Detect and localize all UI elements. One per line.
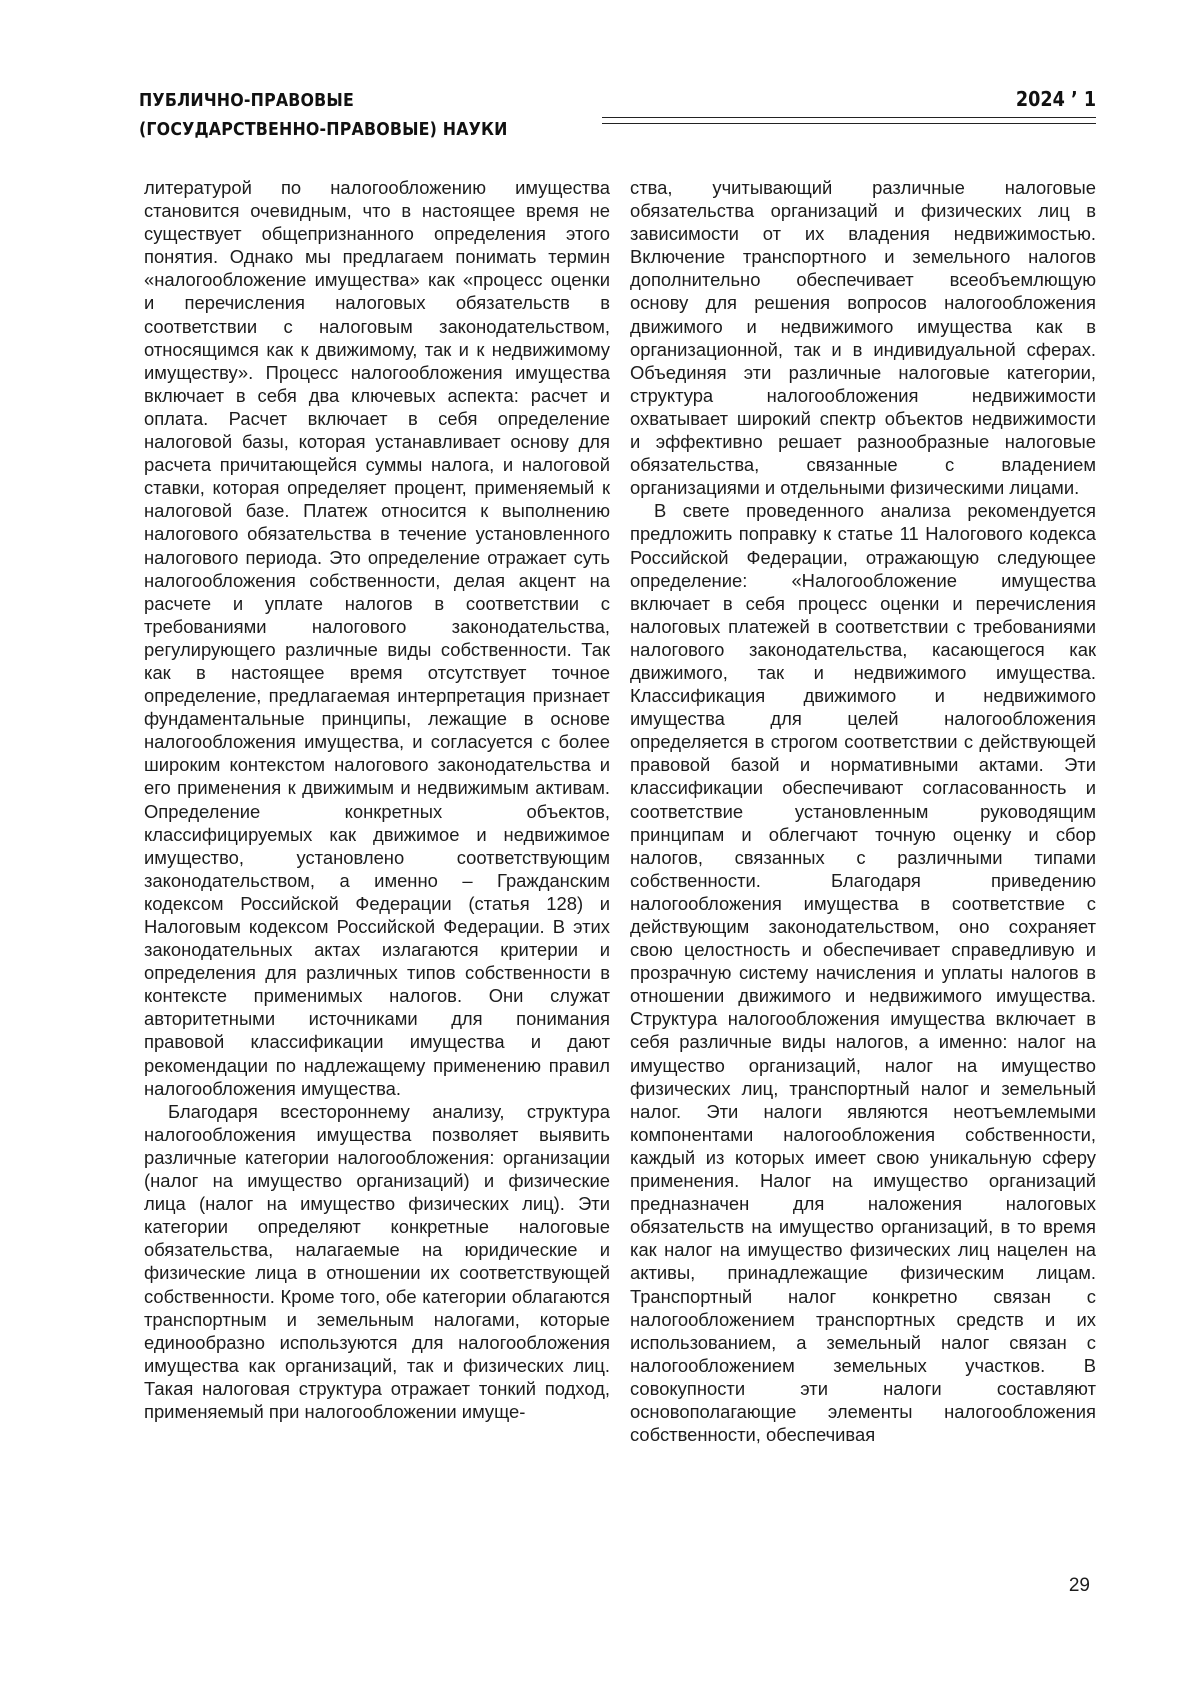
paragraph: Благодаря всестороннему анализу, структура налогообложения имущества позволяет выявить различные категории налогообложения: организации (налог на имущество организаций) и физические лица (налог на имущество физических лиц). Эти категории определяют конкретные налоговые обязательства, налагаемые на юридические и физические лица в отношении их соответствующей собственности. Кроме того, обе категории облагаются транспортным и земельным налогами, которые единообразно используются для налогообложения имущества как организаций, так и физических лиц. Такая налоговая структура отражает тонкий подход, применяемый при налогообложении имуще- — [144, 1100, 610, 1422]
header-rule-top — [602, 117, 1096, 118]
header-rule-bottom — [602, 123, 1096, 124]
right-column — [630, 176, 1096, 1446]
issue-number: 2024 ’ 1 — [1015, 87, 1096, 111]
paragraph: ства, учитывающий различные налоговые обязательства организаций и физических лиц в зависимости от их владения недвижимостью. Включение транспортного и земельного налогов дополнительно обеспечивает всеобъемлющую основу для решения вопросов налогообложения движимого и недвижимого имущества как в организационной, так и в индивидуальной сферах. Объединяя эти различные налоговые категории, структура налогообложения недвижимости охватывает широкий спектр объектов недвижимости и эффективно решает разнообразные налоговые обязательства, связанные с владением организациями и отдельными физическими лицами. — [630, 177, 1096, 499]
section-title-line-1: ПУБЛИЧНО-ПРАВОВЫЕ — [139, 90, 355, 111]
journal-section-title — [139, 86, 508, 144]
left-column — [144, 176, 610, 1423]
paragraph: В свете проведенного анализа рекомендуется предложить поправку к статье 11 Налогового кодекса Российской Федерации, отражающую следующее определение: «Налогообложение имущества включает в себя процесс оценки и перечисления налоговых платежей в соответствии с требованиями налогового законодательства, касающегося как движимого, так и недвижимого имущества. Классификация движимого и недвижимого имущества для целей налогообложения определяется в строгом соответствии с действующей правовой базой и нормативными актами. Эти классификации обеспечивают согласованность и соответствие установленным руководящим принципам и облегчают точную оценку и сбор налогов, связанных с различными типами собственности. Благодаря приведению налогообложения имущества в соответствие с действующим законодательством, оно сохраняет свою целостность и обеспечивает справедливую и прозрачную систему начисления и уплаты налогов в отношении движимого и недвижимого имущества. Структура налогообложения имущества включает в себя различные виды налогов, а именно: налог на имущество организаций, налог на имущество физических лиц, транспортный налог и земельный налог. Эти налоги являются неотъемлемыми компонентами налогообложения собственности, каждый из которых имеет свою уникальную сферу применения. Налог на имущество организаций предназначен для наложения налоговых обязательств на имущество организаций, в то время как налог на имущество физических лиц нацелен на активы, принадлежащие физическим лицам. Транспортный налог конкретно связан с налогообложением транспортных средств и их использованием, а земельный налог связан с налогообложением земельных участков. В совокупности эти налоги составляют основополагающие элементы налогообложения собственности, обеспечивая — [630, 500, 1096, 1446]
section-title-line-2: (ГОСУДАРСТВЕННО-ПРАВОВЫЕ) НАУКИ — [139, 119, 508, 140]
page-number: 29 — [1068, 1575, 1090, 1596]
paragraph: литературой по налогообложению имущества становится очевидным, что в настоящее время не существует общепризнанного определения этого понятия. Однако мы предлагаем понимать термин «налогообложение имущества» как «процесс оценки и перечисления налоговых обязательств в соответствии с налоговым законодательством, относящимся как к движимому, так и к недвижимому имуществу». Процесс налогообложения имущества включает в себя два ключевых аспекта: расчет и оплата. Расчет включает в себя определение налоговой базы, которая устанавливает основу для расчета причитающейся суммы налога, и налоговой ставки, которая определяет процент, применяемый к налоговой базе. Платеж относится к выполнению налогового обязательства в течение установленного налогового периода. Это определение отражает суть налогообложения собственности, делая акцент на расчете и уплате налогов в соответствии с требованиями налогового законодательства, регулирующего различные виды собственности. Так как в настоящее время отсутствует точное определение, предлагаемая интерпретация признает фундаментальные принципы, лежащие в основе налогообложения имущества, и согласуется с более широким контекстом налогового законодательства и его применения к движимым и недвижимым активам. Определение конкретных объектов, классифицируемых как движимое и недвижимое имущество, установлено соответствующим законодательством, а именно – Гражданским кодексом Российской Федерации (статья 128) и Налоговым кодексом Российской Федерации. В этих законодательных актах излагаются критерии и определения для различных типов собственности в контексте применимых налогов. Они служат авторитетными источниками для понимания правовой классификации имущества и дают рекомендации по надлежащему применению правил налогообложения имущества. — [144, 177, 610, 1099]
